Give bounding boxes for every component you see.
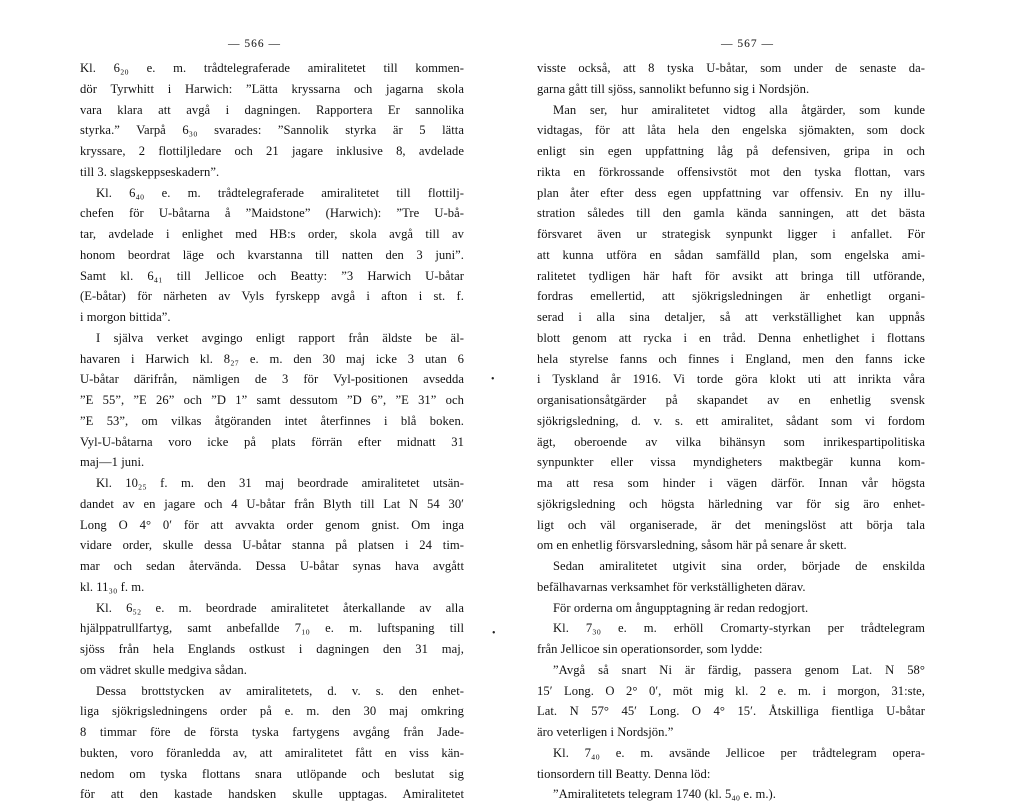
- text-line: vara klara att avgå i dagningen. Rapportera Er sannolika: [80, 102, 464, 117]
- text-line: Kl. 10₂₅ f. m. den 31 maj beordrade amiralitetet utsän-: [96, 476, 464, 490]
- text-line: Man ser, hur amiralitetet vidtog alla åtgärder, som kunde: [553, 102, 925, 117]
- text-line: ”Amiralitetets telegram 1740 (kl. 5₄₀ e. m.).: [553, 787, 776, 802]
- left-page-number: — 566 —: [228, 38, 281, 50]
- text-line: organisationsåtgärder på skapandet av en enhetlig svensk: [537, 393, 925, 407]
- text-line: fordras emellertid, att sjökrigsledningen är enhetligt organi-: [537, 289, 925, 304]
- text-line: hjälppatrullfartyg, samt anbefallde 7₁₀ e. m. luftspaning till: [80, 621, 464, 636]
- right-page-text: [537, 58, 925, 805]
- scan-speck: •: [492, 628, 496, 639]
- text-line: enligt sin egen uppfattning låg på defensiven, gripa in och: [537, 144, 925, 158]
- text-line: rikta en förkrossande offensivstöt mot den tyska flottan, vars: [537, 164, 925, 179]
- text-line: blott genom att rycka i en tråd. Denna enhetlighet i flottans: [537, 330, 925, 345]
- text-line: ”E 55”, ”E 26” och ”D 1” samt dessutom ”D 6”, ”E 31” och: [80, 393, 464, 407]
- text-line: befälhavarnas verksamhet för verkställigheten därav.: [537, 579, 806, 594]
- text-line: mar och sedan återvända. Dessa U-båtar synas hava avgått: [80, 559, 464, 573]
- text-line: i morgon bittida”.: [80, 310, 171, 324]
- text-line: till 3. slagskeppseskadern”.: [80, 164, 220, 179]
- text-line: honom beordrat läge och kvarstanna till natten den 3 juni”.: [80, 247, 464, 262]
- text-line: ralitetet tydligen här haft för avsikt att bringa till utförande,: [537, 268, 925, 283]
- text-line: vidtagas, för att låta hela den engelska sjömakten, som dock: [537, 123, 925, 138]
- text-line: att kunna utföra en sådan samfälld plan, som engelska ami-: [537, 247, 925, 262]
- text-line: Dessa brottstycken av amiralitetets, d. v. s. den enhet-: [96, 683, 464, 698]
- text-line: Kl. 7₄₀ e. m. avsände Jellicoe per trådtelegram opera-: [553, 745, 925, 760]
- text-line: i Tyskland år 1916. Vi torde göra klokt uti att inrikta våra: [537, 372, 925, 387]
- text-line: maj—1 juni.: [80, 455, 145, 470]
- text-line: visste också, att 8 tyska U-båtar, som under de senaste da-: [537, 61, 925, 75]
- text-line: chefen för U-båtarna å ”Maidstone” (Harwich): ”Tre U-bå-: [80, 206, 464, 221]
- text-line: dör Tyrwhitt i Harwich: ”Lätta kryssarna och jagarna skola: [80, 81, 464, 96]
- text-line: Lat. N 57° 45′ Long. O 4° 15′. Åtskilliga fientliga U-båtar: [537, 704, 925, 719]
- text-line: serad i alla sina detaljer, så att verkställighet kan uppnås: [537, 310, 925, 324]
- text-line: sjökrigsledning och högsta härledning var för sig äro enhet-: [537, 496, 925, 511]
- scan-speck: •: [491, 374, 495, 385]
- text-line: ligt och väl organiserade, är det meningslöst att börja tala: [537, 517, 925, 532]
- text-line: Vyl-U-båtarna voro icke på plats förrän efter midnatt 31: [80, 434, 464, 449]
- text-line: plan åter efter dess egen uppfattning var offensiv. En ny illu-: [537, 185, 925, 200]
- text-line: Long O 4° 0′ för att avvakta order genom gnist. Om inga: [80, 517, 464, 532]
- text-line: Kl. 6₅₂ e. m. beordrade amiralitetet återkallande av alla: [96, 600, 464, 615]
- text-line: äro veterligen i Nordsjön.”: [537, 725, 674, 739]
- text-line: styrka.” Varpå 6₃₀ svarades: ”Sannolik styrka är 5 lätta: [80, 123, 464, 138]
- text-line: bukten, voro föranledda av, att amiralitetet fått en viss kän-: [80, 745, 464, 760]
- text-line: Kl. 6₂₀ e. m. trådtelegraferade amiralitetet till kommen-: [80, 61, 464, 75]
- text-line: hela styrelse fanns och finnes i England, men den fanns icke: [537, 351, 925, 366]
- text-line: ma att resa som hinder i vägen därför. Innan vår högsta: [537, 476, 925, 490]
- text-line: vidare order, skulle dessa U-båtar stanna på platsen i 24 tim-: [80, 538, 464, 553]
- text-line: ”Avgå så snart Ni är färdig, passera genom Lat. N 58°: [553, 662, 925, 677]
- text-line: för att den kastade handsken skulle upptagas. Amiralitetet: [80, 787, 464, 802]
- text-line: dandet av en jagare och 4 U-båtar från Blyth till Lat N 54 30′: [80, 496, 464, 511]
- left-page: [80, 0, 464, 802]
- text-line: Sedan amiralitetet utgivit sina order, började de enskilda: [553, 559, 925, 573]
- text-line: tar, avdelade i enlighet med HB:s order, skola avgå till av: [80, 227, 464, 241]
- text-line: ”E 53”, om vilkas åtgöranden intet återfinnes i blå boken.: [80, 413, 464, 428]
- left-page-text: [80, 58, 464, 805]
- text-line: För orderna om ångupptagning är redan redogjort.: [553, 600, 809, 615]
- text-line: U-båtar därifrån, nämligen de 3 för Vyl-positionen avsedda: [80, 372, 464, 387]
- text-line: garna gått till sjöss, sannolikt befunno sig i Nordsjön.: [537, 81, 810, 96]
- text-line: Kl. 7₃₀ e. m. erhöll Cromarty-styrkan per trådtelegram: [553, 621, 925, 636]
- text-line: ägt, oberoende av vilka bihänsyn som inrikespartipolitiska: [537, 434, 925, 449]
- text-line: liga sjökrigsledningens order på e. m. den 30 maj omkring: [80, 704, 464, 719]
- text-line: 15′ Long. O 2° 0′, möt mig kl. 2 e. m. i morgon, 31:ste,: [537, 683, 925, 698]
- text-line: nedom om tyska flottans snara utlöpande och beslutat sig: [80, 766, 464, 781]
- text-line: försvaret även ur strategisk synpunkt ligger i anfallet. För: [537, 227, 925, 241]
- text-line: havaren i Harwich kl. 8₂₇ e. m. den 30 maj icke 3 utan 6: [80, 351, 464, 366]
- text-line: Samt kl. 6₄₁ till Jellicoe och Beatty: ”3 Harwich U-båtar: [80, 268, 464, 283]
- right-page-number: — 567 —: [721, 38, 774, 50]
- text-line: 8 timmar före de första tyska fartygens avgång från Jade-: [80, 725, 464, 739]
- text-line: synpunkter eller vissa myndigheters maktbegär kunna kom-: [537, 455, 925, 470]
- text-line: om en enhetlig försvarsledning, såsom här på senare år skett.: [537, 538, 847, 553]
- right-page: [537, 0, 925, 802]
- text-line: sjökrigsledning, d. v. s. ett amiralitet, sådant som vi fordom: [537, 413, 925, 428]
- text-line: (E-båtar) för närheten av Vyls fyrskepp avgå i afton i st. f.: [80, 289, 464, 304]
- text-line: kl. 11₃₀ f. m.: [80, 579, 145, 594]
- text-line: sjöss från hela Englands ostkust i dagningen den 31 maj,: [80, 642, 464, 656]
- text-line: kryssare, 2 flottiljledare och 21 jagare inklusive 8, avdelade: [80, 144, 464, 158]
- text-line: från Jellicoe sin operationsorder, som lydde:: [537, 642, 763, 656]
- text-line: Kl. 6₄₀ e. m. trådtelegraferade amiralitetet till flottilj-: [96, 185, 464, 200]
- text-line: tionsordern till Beatty. Denna löd:: [537, 766, 711, 781]
- text-line: om vädret skulle medgiva sådan.: [80, 662, 247, 677]
- text-line: stration således till den gamla kända sanningen, att det bästa: [537, 206, 925, 221]
- text-line: I själva verket avgingo enligt rapport från äldste be äl-: [96, 330, 464, 345]
